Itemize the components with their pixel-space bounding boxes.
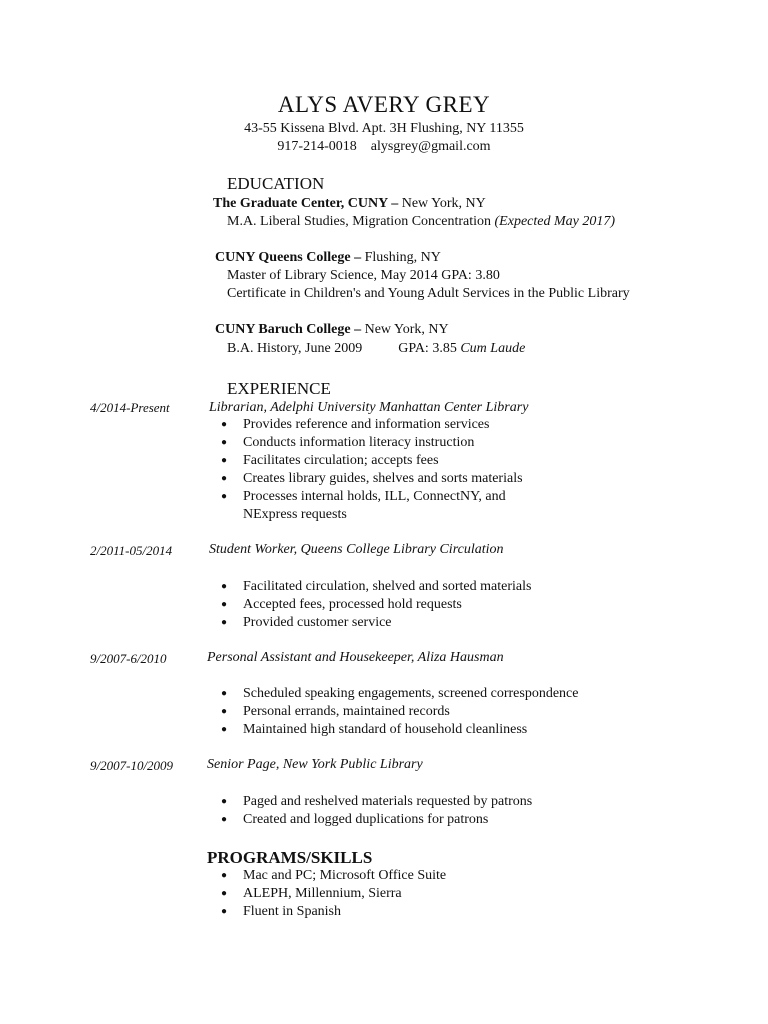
list-item: ● Provided customer service xyxy=(221,615,392,630)
school-location: Flushing, NY xyxy=(364,250,441,265)
degree-detail: Master of Library Science, May 2014 GPA: 3.80 xyxy=(227,268,500,283)
bullet-icon: ● xyxy=(221,437,228,448)
job-dates: 4/2014-Present xyxy=(90,400,170,415)
job-title: Personal Assistant and Housekeeper, Aliza Hausman xyxy=(207,650,504,665)
list-item: ● Created and logged duplications for patrons xyxy=(221,812,489,827)
dash: – xyxy=(387,196,402,211)
resume-name: ALYS AVERY GREY xyxy=(277,92,491,117)
degree-text: B.A. History, June 2009 xyxy=(227,341,363,356)
list-item: ● Facilitates circulation; accepts fees xyxy=(221,453,439,468)
job-dates: 2/2011-05/2014 xyxy=(90,543,173,558)
bullet-icon: ● xyxy=(221,706,228,717)
bullet-icon: ● xyxy=(221,906,228,917)
experience-heading: EXPERIENCE xyxy=(227,379,331,398)
email-address: alysgrey@gmail.com xyxy=(370,139,491,154)
skills-bullets xyxy=(221,867,447,921)
school-baruch-college xyxy=(215,322,449,338)
list-item: ● Scheduled speaking engagements, screened correspondence xyxy=(221,686,579,701)
phone-number: 917-214-0018 xyxy=(277,139,357,154)
bullet-icon: ● xyxy=(221,581,228,592)
bullet-icon: ● xyxy=(221,617,228,628)
list-item: ● Conducts information literacy instruction xyxy=(221,435,475,450)
bullet-icon: ● xyxy=(221,473,228,484)
job-title: Senior Page, New York Public Library xyxy=(207,757,423,772)
school-name: The Graduate Center, CUNY xyxy=(213,196,388,211)
list-item: ● Accepted fees, processed hold requests xyxy=(221,597,462,612)
job-bullets xyxy=(221,685,579,739)
address-line: 43-55 Kissena Blvd. Apt. 3H Flushing, NY 11355 xyxy=(244,121,524,136)
job-title: Librarian, Adelphi University Manhattan Center Library xyxy=(209,400,529,415)
honors: Cum Laude xyxy=(460,341,526,356)
dash: – xyxy=(350,250,365,265)
education-heading: EDUCATION xyxy=(227,174,325,193)
degree-text: M.A. Liberal Studies, Migration Concentration xyxy=(227,214,495,229)
list-item: ● ALEPH, Millennium, Sierra xyxy=(221,886,402,901)
school-location: New York, NY xyxy=(401,196,486,211)
job-bullets xyxy=(221,578,532,632)
list-item: ● Provides reference and information services xyxy=(221,417,490,432)
bullet-icon: ● xyxy=(221,455,228,466)
list-item: ● Personal errands, maintained records xyxy=(221,704,450,719)
job-dates: 9/2007-6/2010 xyxy=(90,651,167,666)
bullet-icon: ● xyxy=(221,796,228,807)
gpa: GPA: 3.85 xyxy=(398,341,461,356)
list-item: ● Paged and reshelved materials requested by patrons xyxy=(221,794,533,809)
school-name: CUNY Baruch College xyxy=(215,322,351,337)
degree-detail xyxy=(227,214,615,230)
degree-detail xyxy=(227,341,525,357)
dash: – xyxy=(350,322,365,337)
bullet-icon: ● xyxy=(221,599,228,610)
school-name: CUNY Queens College xyxy=(215,250,351,265)
contact-line xyxy=(0,139,768,155)
list-item: ● Facilitated circulation, shelved and sorted materials xyxy=(221,579,532,594)
job-dates: 9/2007-10/2009 xyxy=(90,758,174,773)
bullet-icon: ● xyxy=(221,888,228,899)
list-item: ● Processes internal holds, ILL, ConnectNY, and NExpress requests xyxy=(221,489,506,522)
bullet-icon: ● xyxy=(221,814,228,825)
job-bullets xyxy=(221,793,533,829)
school-queens-college xyxy=(215,250,441,266)
degree-expected: (Expected May 2017) xyxy=(494,214,616,229)
job-bullets xyxy=(221,416,543,524)
bullet-icon: ● xyxy=(221,688,228,699)
skills-heading: PROGRAMS/SKILLS xyxy=(207,848,373,867)
school-location: New York, NY xyxy=(364,322,449,337)
list-item: ● Mac and PC; Microsoft Office Suite xyxy=(221,868,447,883)
bullet-icon: ● xyxy=(221,419,228,430)
bullet-icon: ● xyxy=(221,724,228,735)
bullet-icon: ● xyxy=(221,491,228,502)
bullet-icon: ● xyxy=(221,870,228,881)
certificate-detail: Certificate in Children's and Young Adult Services in the Public Library xyxy=(227,286,630,301)
list-item: ● Fluent in Spanish xyxy=(221,904,342,919)
job-title: Student Worker, Queens College Library Circulation xyxy=(209,542,504,557)
list-item: ● Creates library guides, shelves and sorts materials xyxy=(221,471,523,486)
list-item: ● Maintained high standard of household cleanliness xyxy=(221,722,528,737)
school-graduate-center xyxy=(213,196,486,212)
